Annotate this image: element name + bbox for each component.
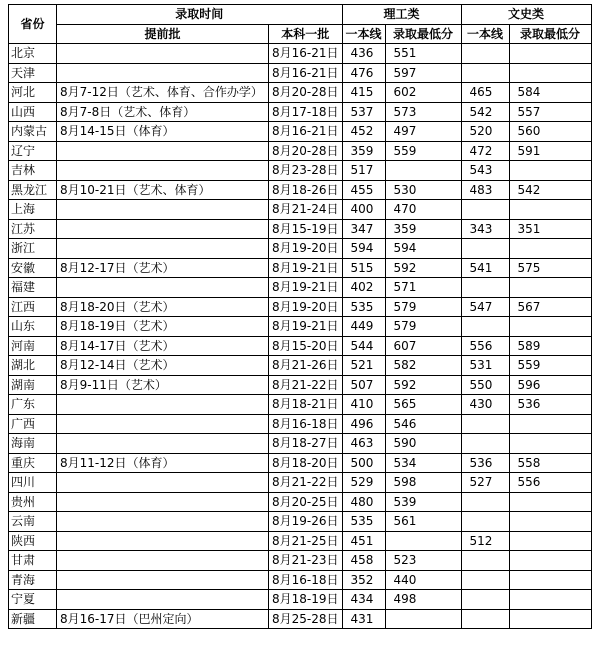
cell-science-min: 470: [385, 200, 461, 220]
cell-first-batch: 8月17-18日: [269, 102, 343, 122]
table-row: [9, 200, 592, 220]
cell-arts-line: [461, 278, 509, 298]
cell-first-batch: 8月20-28日: [269, 141, 343, 161]
table-row: [9, 297, 592, 317]
cell-science-min: 579: [385, 317, 461, 337]
cell-arts-min: [509, 570, 591, 590]
cell-early-batch: [57, 200, 269, 220]
cell-first-batch: 8月18-21日: [269, 395, 343, 415]
cell-arts-min: [509, 531, 591, 551]
cell-early-batch: [57, 551, 269, 571]
cell-province: 广西: [9, 414, 57, 434]
cell-science-min: 530: [385, 180, 461, 200]
cell-science-min: 359: [385, 219, 461, 239]
cell-arts-min: 351: [509, 219, 591, 239]
cell-science-line: 521: [342, 356, 385, 376]
cell-arts-min: 557: [509, 102, 591, 122]
cell-science-line: 515: [342, 258, 385, 278]
table-row: [9, 590, 592, 610]
table-row: [9, 551, 592, 571]
cell-arts-line: 343: [461, 219, 509, 239]
cell-arts-line: [461, 200, 509, 220]
cell-first-batch: 8月21-22日: [269, 473, 343, 493]
cell-province: 山西: [9, 102, 57, 122]
cell-arts-line: 472: [461, 141, 509, 161]
cell-arts-min: [509, 414, 591, 434]
cell-science-min: 497: [385, 122, 461, 142]
cell-province: 天津: [9, 63, 57, 83]
table-row: [9, 336, 592, 356]
header-arts-line: 一本线: [461, 24, 509, 44]
cell-first-batch: 8月19-20日: [269, 239, 343, 259]
cell-province: 湖北: [9, 356, 57, 376]
cell-early-batch: [57, 161, 269, 181]
cell-science-min: 602: [385, 83, 461, 103]
cell-province: 重庆: [9, 453, 57, 473]
cell-science-line: 452: [342, 122, 385, 142]
table-row: [9, 63, 592, 83]
cell-first-batch: 8月18-20日: [269, 453, 343, 473]
cell-arts-min: [509, 492, 591, 512]
cell-first-batch: 8月20-25日: [269, 492, 343, 512]
cell-arts-line: [461, 512, 509, 532]
cell-arts-min: [509, 551, 591, 571]
cell-province: 浙江: [9, 239, 57, 259]
cell-science-min: 590: [385, 434, 461, 454]
cell-province: 安徽: [9, 258, 57, 278]
cell-first-batch: 8月19-21日: [269, 258, 343, 278]
header-province: 省份: [9, 5, 57, 44]
cell-science-line: 535: [342, 512, 385, 532]
cell-arts-min: [509, 512, 591, 532]
cell-early-batch: 8月12-17日（艺术）: [57, 258, 269, 278]
cell-first-batch: 8月21-26日: [269, 356, 343, 376]
admission-table: [8, 4, 592, 629]
cell-science-line: 352: [342, 570, 385, 590]
table-row: [9, 531, 592, 551]
cell-science-line: 529: [342, 473, 385, 493]
table-row: [9, 122, 592, 142]
cell-early-batch: [57, 63, 269, 83]
cell-science-line: 463: [342, 434, 385, 454]
cell-arts-line: 430: [461, 395, 509, 415]
cell-early-batch: [57, 473, 269, 493]
cell-arts-line: [461, 551, 509, 571]
cell-early-batch: [57, 239, 269, 259]
table-row: [9, 141, 592, 161]
cell-science-min: 594: [385, 239, 461, 259]
cell-first-batch: 8月21-24日: [269, 200, 343, 220]
cell-first-batch: 8月16-21日: [269, 44, 343, 64]
cell-province: 青海: [9, 570, 57, 590]
cell-early-batch: [57, 44, 269, 64]
cell-early-batch: 8月12-14日（艺术）: [57, 356, 269, 376]
cell-arts-min: [509, 609, 591, 629]
cell-arts-line: 541: [461, 258, 509, 278]
table-row: [9, 180, 592, 200]
cell-science-min: 559: [385, 141, 461, 161]
cell-science-min: [385, 531, 461, 551]
cell-first-batch: 8月19-21日: [269, 317, 343, 337]
cell-science-line: 537: [342, 102, 385, 122]
table-row: [9, 570, 592, 590]
table-row: [9, 512, 592, 532]
cell-science-line: 480: [342, 492, 385, 512]
cell-science-line: 455: [342, 180, 385, 200]
cell-province: 北京: [9, 44, 57, 64]
cell-arts-line: 527: [461, 473, 509, 493]
cell-science-line: 410: [342, 395, 385, 415]
table-row: [9, 473, 592, 493]
cell-science-min: 607: [385, 336, 461, 356]
cell-arts-min: [509, 317, 591, 337]
cell-science-min: [385, 609, 461, 629]
cell-arts-min: 575: [509, 258, 591, 278]
table-row: [9, 414, 592, 434]
table-row: [9, 492, 592, 512]
cell-early-batch: [57, 590, 269, 610]
table-row: [9, 219, 592, 239]
cell-early-batch: [57, 512, 269, 532]
cell-province: 吉林: [9, 161, 57, 181]
cell-province: 广东: [9, 395, 57, 415]
cell-early-batch: [57, 395, 269, 415]
header-row-1: [9, 5, 592, 25]
header-admission-time: 录取时间: [57, 5, 343, 25]
cell-arts-min: 558: [509, 453, 591, 473]
cell-province: 甘肃: [9, 551, 57, 571]
cell-arts-line: [461, 570, 509, 590]
cell-arts-min: 559: [509, 356, 591, 376]
cell-science-min: 598: [385, 473, 461, 493]
cell-province: 江西: [9, 297, 57, 317]
cell-science-line: 476: [342, 63, 385, 83]
cell-early-batch: 8月18-19日（艺术）: [57, 317, 269, 337]
cell-arts-line: [461, 414, 509, 434]
header-science-min: 录取最低分: [385, 24, 461, 44]
cell-first-batch: 8月20-28日: [269, 83, 343, 103]
cell-science-line: 449: [342, 317, 385, 337]
cell-science-line: 496: [342, 414, 385, 434]
header-arts-min: 录取最低分: [509, 24, 591, 44]
cell-province: 新疆: [9, 609, 57, 629]
cell-arts-min: 584: [509, 83, 591, 103]
admission-table-wrapper: [8, 4, 592, 629]
cell-province: 云南: [9, 512, 57, 532]
table-row: [9, 83, 592, 103]
cell-early-batch: [57, 141, 269, 161]
cell-arts-line: 520: [461, 122, 509, 142]
cell-province: 四川: [9, 473, 57, 493]
cell-science-line: 507: [342, 375, 385, 395]
cell-science-min: 440: [385, 570, 461, 590]
cell-science-line: 544: [342, 336, 385, 356]
cell-science-min: 573: [385, 102, 461, 122]
cell-science-min: [385, 161, 461, 181]
cell-early-batch: 8月14-17日（艺术）: [57, 336, 269, 356]
header-arts: 文史类: [461, 5, 591, 25]
cell-arts-min: 596: [509, 375, 591, 395]
header-science-line: 一本线: [342, 24, 385, 44]
cell-arts-line: 542: [461, 102, 509, 122]
cell-early-batch: [57, 531, 269, 551]
cell-science-min: 561: [385, 512, 461, 532]
cell-arts-line: [461, 63, 509, 83]
cell-science-line: 436: [342, 44, 385, 64]
cell-first-batch: 8月21-25日: [269, 531, 343, 551]
cell-early-batch: [57, 219, 269, 239]
table-row: [9, 395, 592, 415]
cell-first-batch: 8月15-20日: [269, 336, 343, 356]
cell-first-batch: 8月19-26日: [269, 512, 343, 532]
table-row: [9, 239, 592, 259]
cell-early-batch: 8月7-12日（艺术、体育、合作办学）: [57, 83, 269, 103]
cell-first-batch: 8月19-20日: [269, 297, 343, 317]
table-row: [9, 258, 592, 278]
table-body: [9, 44, 592, 629]
cell-arts-min: [509, 590, 591, 610]
cell-arts-line: [461, 317, 509, 337]
cell-province: 山东: [9, 317, 57, 337]
cell-arts-line: 556: [461, 336, 509, 356]
cell-arts-line: 547: [461, 297, 509, 317]
cell-science-min: 582: [385, 356, 461, 376]
cell-province: 贵州: [9, 492, 57, 512]
cell-arts-min: 560: [509, 122, 591, 142]
cell-science-min: 592: [385, 375, 461, 395]
table-row: [9, 317, 592, 337]
cell-province: 内蒙古: [9, 122, 57, 142]
cell-science-line: 535: [342, 297, 385, 317]
cell-arts-min: [509, 44, 591, 64]
cell-early-batch: 8月10-21日（艺术、体育）: [57, 180, 269, 200]
cell-arts-line: 465: [461, 83, 509, 103]
table-row: [9, 102, 592, 122]
cell-science-line: 594: [342, 239, 385, 259]
cell-arts-line: [461, 492, 509, 512]
cell-province: 宁夏: [9, 590, 57, 610]
cell-arts-min: [509, 278, 591, 298]
cell-province: 河北: [9, 83, 57, 103]
cell-arts-min: [509, 200, 591, 220]
cell-first-batch: 8月15-19日: [269, 219, 343, 239]
header-science: 理工类: [342, 5, 461, 25]
cell-province: 上海: [9, 200, 57, 220]
cell-science-line: 434: [342, 590, 385, 610]
table-row: [9, 609, 592, 629]
cell-first-batch: 8月16-18日: [269, 414, 343, 434]
cell-first-batch: 8月18-26日: [269, 180, 343, 200]
cell-arts-min: [509, 161, 591, 181]
cell-science-min: 534: [385, 453, 461, 473]
cell-early-batch: [57, 278, 269, 298]
cell-early-batch: [57, 570, 269, 590]
cell-science-line: 458: [342, 551, 385, 571]
cell-first-batch: 8月18-27日: [269, 434, 343, 454]
cell-science-line: 402: [342, 278, 385, 298]
header-first-batch: 本科一批: [269, 24, 343, 44]
cell-early-batch: 8月18-20日（艺术）: [57, 297, 269, 317]
cell-arts-min: [509, 239, 591, 259]
cell-science-line: 431: [342, 609, 385, 629]
cell-arts-line: 536: [461, 453, 509, 473]
cell-science-min: 551: [385, 44, 461, 64]
cell-early-batch: 8月16-17日（巴州定向）: [57, 609, 269, 629]
table-row: [9, 453, 592, 473]
cell-arts-min: 536: [509, 395, 591, 415]
cell-arts-min: 556: [509, 473, 591, 493]
cell-science-min: 523: [385, 551, 461, 571]
cell-arts-min: 591: [509, 141, 591, 161]
cell-arts-line: 483: [461, 180, 509, 200]
cell-first-batch: 8月16-18日: [269, 570, 343, 590]
cell-arts-line: 512: [461, 531, 509, 551]
cell-science-min: 597: [385, 63, 461, 83]
header-early-batch: 提前批: [57, 24, 269, 44]
cell-arts-line: [461, 434, 509, 454]
cell-early-batch: 8月7-8日（艺术、体育）: [57, 102, 269, 122]
cell-arts-min: 589: [509, 336, 591, 356]
cell-arts-min: [509, 434, 591, 454]
cell-arts-min: 542: [509, 180, 591, 200]
cell-science-line: 500: [342, 453, 385, 473]
cell-arts-min: [509, 63, 591, 83]
cell-science-line: 400: [342, 200, 385, 220]
cell-first-batch: 8月16-21日: [269, 122, 343, 142]
cell-science-min: 579: [385, 297, 461, 317]
cell-science-min: 592: [385, 258, 461, 278]
cell-arts-line: 531: [461, 356, 509, 376]
cell-early-batch: [57, 434, 269, 454]
cell-first-batch: 8月19-21日: [269, 278, 343, 298]
table-row: [9, 278, 592, 298]
cell-first-batch: 8月21-22日: [269, 375, 343, 395]
cell-arts-line: 543: [461, 161, 509, 181]
cell-province: 海南: [9, 434, 57, 454]
cell-province: 陕西: [9, 531, 57, 551]
cell-science-line: 451: [342, 531, 385, 551]
table-row: [9, 161, 592, 181]
cell-early-batch: 8月11-12日（体育）: [57, 453, 269, 473]
cell-science-min: 546: [385, 414, 461, 434]
cell-first-batch: 8月16-21日: [269, 63, 343, 83]
cell-province: 黑龙江: [9, 180, 57, 200]
cell-first-batch: 8月21-23日: [269, 551, 343, 571]
cell-science-line: 359: [342, 141, 385, 161]
cell-arts-line: [461, 239, 509, 259]
cell-early-batch: 8月14-15日（体育）: [57, 122, 269, 142]
cell-early-batch: 8月9-11日（艺术）: [57, 375, 269, 395]
cell-province: 河南: [9, 336, 57, 356]
cell-early-batch: [57, 492, 269, 512]
table-row: [9, 375, 592, 395]
cell-province: 江苏: [9, 219, 57, 239]
cell-arts-line: [461, 590, 509, 610]
cell-science-min: 498: [385, 590, 461, 610]
cell-science-min: 539: [385, 492, 461, 512]
cell-province: 湖南: [9, 375, 57, 395]
cell-science-min: 571: [385, 278, 461, 298]
header-row-2: [9, 24, 592, 44]
cell-first-batch: 8月23-28日: [269, 161, 343, 181]
cell-province: 福建: [9, 278, 57, 298]
table-row: [9, 356, 592, 376]
cell-arts-line: [461, 44, 509, 64]
cell-arts-min: 567: [509, 297, 591, 317]
cell-arts-line: 550: [461, 375, 509, 395]
cell-science-line: 415: [342, 83, 385, 103]
cell-science-line: 517: [342, 161, 385, 181]
table-row: [9, 434, 592, 454]
cell-early-batch: [57, 414, 269, 434]
cell-province: 辽宁: [9, 141, 57, 161]
cell-science-min: 565: [385, 395, 461, 415]
cell-first-batch: 8月25-28日: [269, 609, 343, 629]
table-row: [9, 44, 592, 64]
cell-science-line: 347: [342, 219, 385, 239]
cell-first-batch: 8月18-19日: [269, 590, 343, 610]
cell-arts-line: [461, 609, 509, 629]
